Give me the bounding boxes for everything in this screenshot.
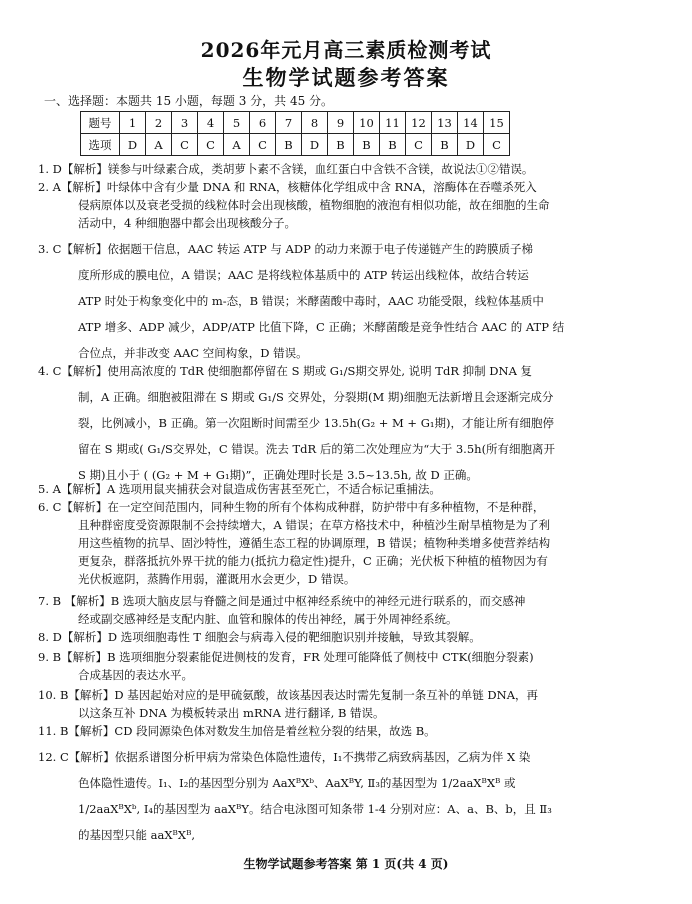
explanation-line: ATP 增多、ADP 减少，ADP/ATP 比值下降，C 正确；米酵菌酸是竞争性结合 AAC 的 ATP 结: [78, 320, 565, 334]
explanation-line: 5. A【解析】A 选项用鼠夹捕获会对鼠造成伤害甚至死亡，不适合标记重捕法。: [38, 482, 441, 496]
answer-cell: C: [250, 134, 276, 156]
answer-row: [81, 134, 510, 156]
answer-explanation-9: [38, 648, 658, 684]
answer-explanation-5: [38, 480, 658, 498]
row-label: 选项: [81, 134, 120, 156]
answer-explanation-2: [38, 178, 658, 232]
explanation-line: 11. B【解析】CD 段同源染色体对数发生加倍是着丝粒分裂的结果，故选 B。: [38, 724, 436, 738]
answer-cell: A: [146, 134, 172, 156]
explanation-line: 9. B【解析】B 选项细胞分裂素能促进侧枝的发育，FR 处理可能降低了侧枝中 CTK(细胞分裂素): [38, 650, 534, 664]
answer-cell: D: [120, 134, 146, 156]
explanation-line: 的基因型只能 aaXᴮXᴮ,: [78, 828, 196, 842]
question-number: 7: [276, 112, 302, 134]
explanation-line: 2. A【解析】叶绿体中含有少量 DNA 和 RNA，核糖体化学组成中含 RNA，溶酶体在吞噬杀死入: [38, 180, 537, 194]
explanation-line: 12. C【解析】依据系谱图分析甲病为常染色体隐性遗传，Ⅰ₁不携带乙病致病基因，乙病为伴 X 染: [38, 750, 531, 764]
answer-table: [80, 111, 510, 156]
answer-key-title: 生物学试题参考答案: [242, 65, 450, 90]
question-number: 15: [484, 112, 510, 134]
explanation-line: 1/2aaXᴮXᵇ, Ⅰ₄的基因型为 aaXᴮY。结合电泳图可知条带 1-4 分别对应：A、a、B、b，且 Ⅱ₃: [78, 802, 552, 816]
answer-cell: D: [302, 134, 328, 156]
explanation-line: S 期)且小于 ( (G₂ + M + G₁期)”，正确处理时长是 3.5~13.5h, 故 D 正确。: [78, 468, 478, 482]
answer-cell: B: [354, 134, 380, 156]
answer-cell: A: [224, 134, 250, 156]
question-number: 2: [146, 112, 172, 134]
explanation-line: 4. C【解析】使用高浓度的 TdR 使细胞都停留在 S 期或 G₁/S期交界处, 说明 TdR 抑制 DNA 复: [38, 364, 533, 378]
question-number: 6: [250, 112, 276, 134]
explanation-line: 7. B 【解析】B 选项大脑皮层与脊髓之间是通过中枢神经系统中的神经元进行联系的，而交感神: [38, 594, 526, 608]
explanation-line: 留在 S 期或( G₁/S交界处，C 错误。洗去 TdR 后的第二次处理应为“大于 3.5h(所有细胞离开: [78, 442, 556, 456]
question-number: 4: [198, 112, 224, 134]
answer-cell: B: [380, 134, 406, 156]
answer-explanation-7: [38, 592, 658, 628]
explanation-line: 裂，比例减小，B 正确。第一次阻断时间需至少 13.5h(G₂ + M + G₁期)，才能让所有细胞停: [78, 416, 555, 430]
answer-explanation-8: [38, 628, 658, 646]
question-number: 9: [328, 112, 354, 134]
question-number: 1: [120, 112, 146, 134]
question-number: 11: [380, 112, 406, 134]
question-number: 8: [302, 112, 328, 134]
question-number: 10: [354, 112, 380, 134]
answer-cell: B: [276, 134, 302, 156]
exam-title: 2026年元月高三素质检测考试: [200, 38, 492, 62]
explanation-line: 侵病原体以及衰老受损的线粒体时会出现核酸，植物细胞的液泡有相似功能，故在细胞的生命: [78, 198, 550, 212]
explanation-line: 用这些植物的抗旱、固沙特性，遵循生态工程的协调原理，B 错误；植物种类增多使营养结构: [78, 536, 551, 550]
answer-explanation-3: [38, 236, 658, 366]
answer-explanation-6: [38, 498, 658, 588]
question-number: 14: [458, 112, 484, 134]
explanation-line: ATP 时处于构象变化中的 m-态，B 错误；米酵菌酸中毒时，AAC 功能受限，线粒体基质中: [78, 294, 544, 308]
answer-explanation-10: [38, 686, 658, 722]
question-number: 12: [406, 112, 432, 134]
explanation-line: 更复杂，群落抵抗外界干扰的能力(抵抗力稳定性)提升，C 正确；光伏板下种植的植物因为有: [78, 554, 548, 568]
question-number: 5: [224, 112, 250, 134]
explanation-line: 色体隐性遗传。Ⅰ₁、Ⅰ₂的基因型分别为 AaXᴮXᵇ、AaXᴮY, Ⅱ₃的基因型为 1/2aaXᴮXᴮ 或: [78, 776, 516, 790]
answer-explanation-12: [38, 744, 658, 848]
answer-cell: C: [172, 134, 198, 156]
explanation-line: 度所形成的膜电位，A 错误；AAC 是将线粒体基质中的 ATP 转运出线粒体，故结合转运: [78, 268, 529, 282]
answer-explanation-11: [38, 722, 658, 740]
question-number: 13: [432, 112, 458, 134]
answer-cell: D: [458, 134, 484, 156]
answer-cell: B: [328, 134, 354, 156]
answer-cell: B: [432, 134, 458, 156]
explanation-line: 6. C【解析】在一定空间范围内，同种生物的所有个体构成种群，防护带中有多种植物，不是种群，: [38, 500, 545, 514]
question-number-row: [81, 112, 510, 134]
explanation-line: 3. C【解析】依据题干信息，AAC 转运 ATP 与 ADP 的动力来源于电子传递链产生的跨膜质子梯: [38, 242, 533, 256]
explanation-line: 合位点，并非改变 AAC 空间构象，D 错误。: [78, 346, 308, 360]
explanation-line: 制，A 正确。细胞被阻滞在 S 期或 G₁/S 交界处，分裂期(M 期)细胞无法新增且会逐渐完成分: [78, 390, 554, 404]
answer-explanation-1: [38, 160, 658, 178]
page-footer: 生物学试题参考答案 第 1 页(共 4 页): [243, 857, 449, 871]
explanation-line: 1. D【解析】镁参与叶绿素合成，类胡萝卜素不含镁，血红蛋白中含铁不含镁，故说法①②错误。: [38, 162, 534, 176]
explanation-line: 活动中，4 种细胞器中都会出现核酸分子。: [78, 216, 296, 230]
question-number: 3: [172, 112, 198, 134]
explanation-line: 合成基因的表达水平。: [78, 668, 193, 682]
section-heading: 一、选择题：本题共 15 小题，每题 3 分，共 45 分。: [44, 94, 334, 108]
answer-explanation-4: [38, 358, 658, 488]
row-label: 题号: [81, 112, 120, 134]
answer-cell: C: [406, 134, 432, 156]
answer-cell: C: [484, 134, 510, 156]
explanation-line: 8. D【解析】D 选项细胞毒性 T 细胞会与病毒入侵的靶细胞识别并接触，导致其裂解。: [38, 630, 481, 644]
explanation-line: 10. B【解析】D 基因起始对应的是甲硫氨酸，故该基因表达时需先复制一条互补的单链 DNA，再: [38, 688, 539, 702]
answer-cell: C: [198, 134, 224, 156]
explanation-line: 且种群密度受资源限制不会持续增大，A 错误；在草方格技术中，种植沙生耐旱植物是为了利: [78, 518, 550, 532]
explanation-line: 经或副交感神经是支配内脏、血管和腺体的传出神经，属于外周神经系统。: [78, 612, 458, 626]
explanation-line: 以这条互补 DNA 为模板转录出 mRNA 进行翻译, B 错误。: [78, 706, 385, 720]
explanation-line: 光伏板遮阴，蒸腾作用弱，灌溉用水会更少，D 错误。: [78, 572, 356, 586]
